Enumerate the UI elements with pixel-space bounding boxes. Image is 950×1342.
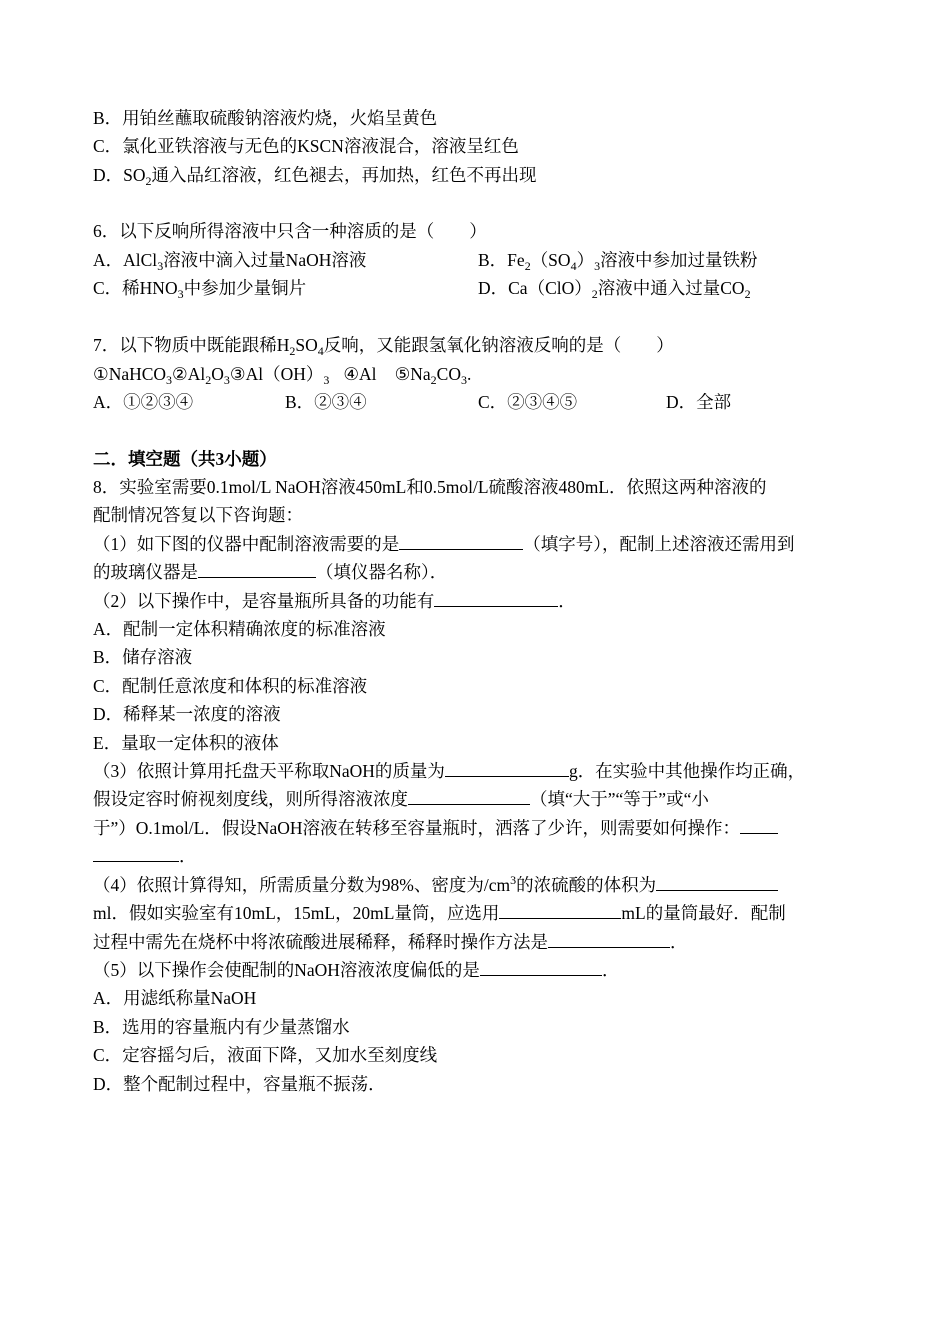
q8-part2-option-a — [93, 616, 386, 642]
q8-p4f: ． — [670, 932, 688, 952]
q6-stem-text: 6．以下反响所得溶液中只含一种溶质的是（ ） — [93, 221, 487, 241]
q6-d-mid: 溶液中通入过量CO — [597, 278, 745, 298]
q8-p5b: ． — [601, 960, 620, 980]
answer-blank[interactable] — [434, 589, 558, 607]
q7-item-5-end: . — [466, 364, 472, 384]
answer-blank[interactable] — [408, 787, 530, 805]
q8-stem-line2 — [93, 502, 303, 528]
q8-p5B: B．选用的容量瓶内有少量蒸馏水 — [93, 1017, 350, 1037]
q8-part1-line1 — [93, 531, 795, 557]
section-title-text: 二．填空题（共3小题） — [93, 449, 277, 469]
q7-item-5-sub: 2 — [430, 373, 437, 387]
q8-p3b: g．在实验中其他操作均正确， — [568, 761, 806, 781]
q7-item-2-sub: 2 — [205, 373, 212, 387]
q8-p3a: （3）依照计算用托盘天平称取NaOH的质量为 — [93, 761, 445, 781]
q8-part2-option-b — [93, 644, 192, 670]
q7-option-a-text: A．①②③④ — [93, 392, 194, 412]
q8-part4-line3 — [93, 929, 688, 955]
q6-a-pre: A．AlCl — [93, 250, 158, 270]
q8-part5-option-c — [93, 1042, 437, 1068]
q8-p2a: （2）以下操作中，是容量瓶所具备的功能有 — [93, 591, 435, 611]
q7-item-4: ④Al — [343, 364, 377, 384]
q8-p5C: C．定容摇匀后，液面下降，又加水至刻度线 — [93, 1045, 438, 1065]
q8-part5-option-b — [93, 1014, 350, 1040]
answer-blank[interactable] — [198, 560, 316, 578]
q7-item-1: ①NaHCO — [93, 364, 167, 384]
q7-items — [93, 361, 471, 387]
q8-p3f: ． — [179, 846, 197, 866]
q7-item-1-sub: 3 — [166, 373, 173, 387]
q8-p2b: ． — [558, 591, 576, 611]
section-title — [93, 446, 277, 472]
q8-part4-line1 — [93, 872, 778, 898]
q7-item-5-mid: CO — [436, 364, 461, 384]
q8-p2D: D．稀释某一浓度的溶液 — [93, 704, 281, 724]
q8-p5D: D．整个配制过程中，容量瓶不振荡． — [93, 1074, 386, 1094]
q5-d-pre: D．SO — [93, 165, 146, 185]
q8-p3c: 假设定容时俯视刻度线，则所得溶液浓度 — [93, 789, 408, 809]
q8-p4d: mL的量筒最好．配制 — [621, 903, 786, 923]
q7-stem-pre: 7．以下物质中既能跟稀H — [93, 335, 290, 355]
q8-p4a: （4）依照计算得知，所需质量分数为98%、密度为/cm — [93, 875, 511, 895]
answer-blank[interactable] — [399, 532, 523, 550]
q6-stem — [93, 218, 487, 244]
answer-blank[interactable] — [656, 873, 778, 891]
q6-c-sub: 3 — [177, 287, 184, 301]
q7-option-a — [93, 389, 193, 415]
q8-p1c: 的玻璃仪器是 — [93, 562, 198, 582]
q5-option-d — [93, 162, 537, 188]
q7-option-d-text: D．全部 — [666, 392, 732, 412]
q6-option-c — [93, 275, 306, 301]
q8-part3-line4 — [93, 843, 197, 869]
q6-a-sub: 3 — [157, 259, 164, 273]
q6-c-pre: C．稀HNO — [93, 278, 178, 298]
answer-blank[interactable] — [548, 930, 670, 948]
answer-blank[interactable] — [499, 901, 621, 919]
q5-option-c-text: C．氯化亚铁溶液与无色的KSCN溶液混合，溶液呈红色 — [93, 136, 519, 156]
q6-d-sub: 2 — [591, 287, 598, 301]
q7-option-c — [478, 389, 577, 415]
q8-p4-sup: 3 — [510, 873, 517, 887]
q7-option-b-text: B．②③④ — [285, 392, 367, 412]
q5-option-b — [93, 105, 437, 131]
q7-item-3-sub: 3 — [323, 373, 330, 387]
q8-part2-option-c — [93, 673, 367, 699]
q8-part5 — [93, 957, 619, 983]
q7-option-d — [666, 389, 731, 415]
answer-blank[interactable] — [480, 958, 602, 976]
q7-option-c-text: C．②③④⑤ — [478, 392, 578, 412]
q6-option-b — [478, 247, 758, 273]
q5-d-post: 通入品红溶液，红色褪去，再加热，红色不再出现 — [151, 165, 537, 185]
q8-stem-line1 — [93, 474, 767, 500]
q8-part3-line1 — [93, 758, 805, 784]
q7-item-2: ②Al — [172, 364, 206, 384]
q7-item-5-sub2: 3 — [460, 373, 467, 387]
q8-part1-line2 — [93, 559, 447, 585]
q6-d-sub2: 2 — [744, 287, 751, 301]
q6-d-pre: D．Ca（ClO） — [478, 278, 592, 298]
q5-d-sub: 2 — [145, 174, 152, 188]
q7-stem — [93, 332, 674, 358]
q7-stem-sub2: 4 — [317, 344, 324, 358]
q8-p5A: A．用滤纸称量NaOH — [93, 988, 257, 1008]
q8-p5a: （5）以下操作会使配制的NaOH溶液浓度偏低的是 — [93, 960, 480, 980]
answer-blank[interactable] — [93, 844, 179, 862]
q7-item-2-sub2: 3 — [223, 373, 230, 387]
q6-b-post: 溶液中参加过量铁粉 — [600, 250, 758, 270]
q5-option-b-text: B．用铂丝蘸取硫酸钠溶液灼烧，火焰呈黄色 — [93, 108, 438, 128]
q8-p3e: 于”）O.1mol/L．假设NaOH溶液在转移至容量瓶时，洒落了少许，则需要如何操作： — [93, 818, 740, 838]
q8-part3-line3 — [93, 815, 778, 841]
q8-p1b: （填字号），配制上述溶液还需用到 — [523, 534, 795, 554]
q8-part3-line2 — [93, 786, 709, 812]
q7-stem-mid: SO — [295, 335, 318, 355]
q8-part2-option-e — [93, 730, 279, 756]
q6-b-sub2: 4 — [570, 259, 577, 273]
q6-option-a — [93, 247, 366, 273]
q7-item-3: ③Al（OH） — [229, 364, 324, 384]
q8-p1a: （1）如下图的仪器中配制溶液需要的是 — [93, 534, 400, 554]
q8-l1: 8．实验室需要0.1mol/L NaOH溶液450mL和0.5mol/L硫酸溶液480mL．依照这两种溶液的 — [93, 477, 767, 497]
q7-item-5: ⑤Na — [394, 364, 431, 384]
q7-stem-sub1: 2 — [289, 344, 296, 358]
q6-c-post: 中参加少量铜片 — [183, 278, 307, 298]
q6-b-mid2: ） — [576, 250, 595, 270]
q8-p4b: 的浓硫酸的体积为 — [516, 875, 657, 895]
q8-p4e: 过程中需先在烧杯中将浓硫酸进展稀释，稀释时操作方法是 — [93, 932, 548, 952]
q7-option-b — [285, 389, 367, 415]
q8-p2E: E．量取一定体积的液体 — [93, 733, 279, 753]
q6-b-sub1: 2 — [524, 259, 531, 273]
answer-blank[interactable] — [740, 816, 778, 834]
q8-p3d: （填“大于”“等于”或“小 — [530, 789, 709, 809]
q8-l2: 配制情况答复以下咨询题： — [93, 505, 303, 525]
q8-p4c: ml．假如实验室有10mL，15mL，20mL量筒，应选用 — [93, 903, 500, 923]
answer-blank[interactable] — [445, 759, 569, 777]
q8-p2A: A．配制一定体积精确浓度的标准溶液 — [93, 619, 386, 639]
q6-b-sub3: 3 — [594, 259, 601, 273]
q7-item-2-mid: O — [211, 364, 224, 384]
q6-b-mid: （SO — [530, 250, 571, 270]
q8-part2 — [93, 588, 576, 614]
q8-part5-option-d — [93, 1071, 386, 1097]
q5-option-c — [93, 133, 519, 159]
q8-part5-option-a — [93, 985, 256, 1011]
q8-part2-option-d — [93, 701, 281, 727]
q6-option-d — [478, 275, 751, 301]
q8-p2C: C．配制任意浓度和体积的标准溶液 — [93, 676, 368, 696]
q7-stem-post: 反响，又能跟氢氧化钠溶液反响的是（ ） — [323, 335, 674, 355]
q8-part4-line2 — [93, 900, 786, 926]
q6-a-post: 溶液中滴入过量NaOH溶液 — [163, 250, 367, 270]
q8-p2B: B．储存溶液 — [93, 647, 193, 667]
q8-p1d: （填仪器名称）． — [316, 562, 448, 582]
q6-b-pre: B．Fe — [478, 250, 525, 270]
